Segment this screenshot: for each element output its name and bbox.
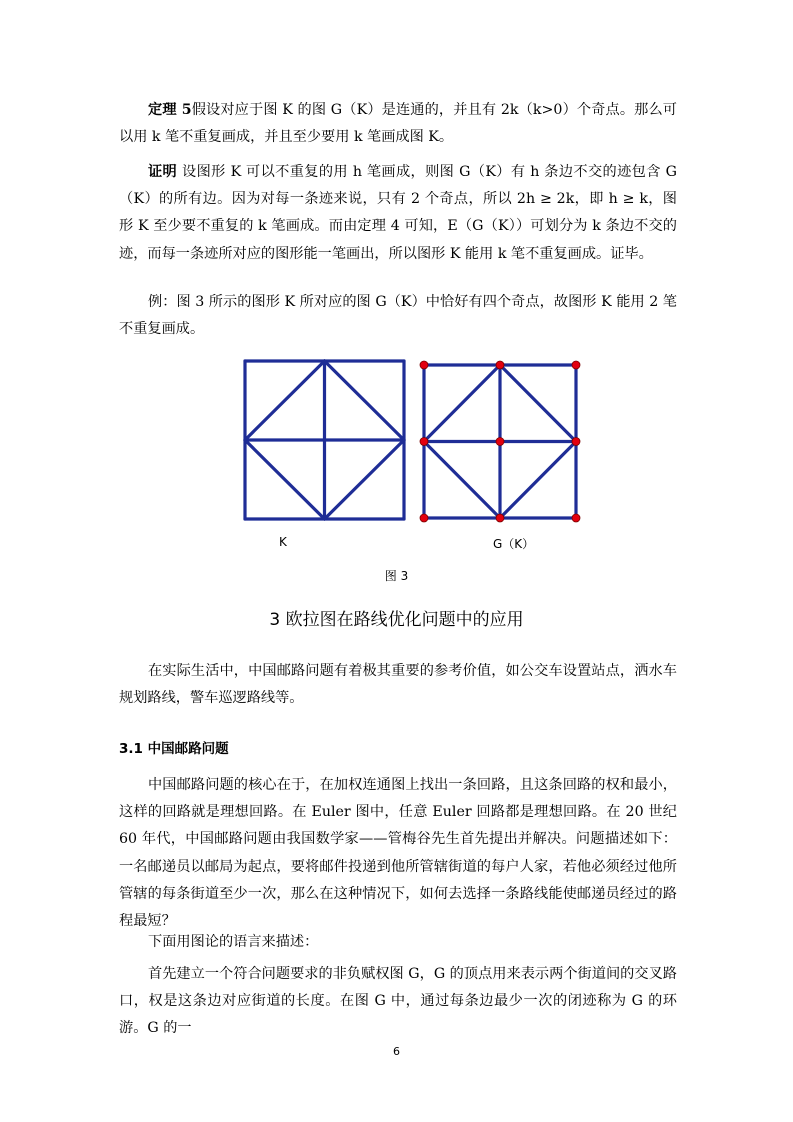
theorem-5-text: 假设对应于图 K 的图 G（K）是连通的，并且有 2k（k>0）个奇点。那么可以用 k 笔不重复画成，并且至少要用 k 笔画成图 K。 xyxy=(119,102,677,146)
figure-gk-vertex xyxy=(420,361,428,369)
subsection-3-1-paragraph-3: 首先建立一个符合问题要求的非负赋权图 G，G 的顶点用来表示两个街道间的交叉路口，权是这条边对应街道的长度。在图 G 中，通过每条边最少一次的闭迹称为 G 的环游。G 的一 xyxy=(119,966,677,1037)
figure-3-caption: 图 3 xyxy=(384,569,409,583)
subsection-3-1-heading: 3.1 中国邮路问题 xyxy=(119,741,229,757)
figure-k-edge xyxy=(245,440,325,519)
figure-gk-edge xyxy=(500,365,576,442)
figure-gk-vertex xyxy=(496,438,504,446)
figure-k-edge xyxy=(325,361,405,440)
example-paragraph: 例：图 3 所示的图形 K 所对应的图 G（K）中恰好有四个奇点，故图形 K 能用 2 笔不重复画成。 xyxy=(119,294,677,338)
section-3-intro: 在实际生活中，中国邮路问题有着极其重要的参考价值，如公交车设置站点，洒水车规划路线，警车巡逻路线等。 xyxy=(119,663,677,707)
proof-text: 设图形 K 可以不重复的用 h 笔画成，则图 G（K）有 h 条边不交的迹包含 G（K）的所有边。因为对每一条迹来说，只有 2 个奇点，所以 2h ≥ 2k，即 h ≥ k，图形 K 至少要不重复的 k 笔画成。而由定理 4 可知，E（G（K））可划分为 k 条边不交的迹，而每一条迹所对应的图形能一笔画出，所以图形 K 能用 k 笔不重复画成。证毕。 xyxy=(119,164,677,262)
theorem-5-label: 定理 5 xyxy=(148,102,192,118)
figure-gk-label: G（K） xyxy=(493,537,535,551)
figure-gk-vertex xyxy=(572,438,580,446)
figure-gk-vertex xyxy=(572,514,580,522)
figure-k-edge xyxy=(245,361,325,440)
proof-label: 证明 xyxy=(148,164,178,180)
figure-k-label: K xyxy=(279,535,287,549)
section-3-heading: 3 欧拉图在路线优化问题中的应用 xyxy=(269,610,524,630)
figure-gk-vertex xyxy=(496,361,504,369)
figure-gk-vertex xyxy=(572,361,580,369)
figure-gk-vertex xyxy=(420,514,428,522)
figure-gk-vertex xyxy=(420,438,428,446)
figure-gk-edge xyxy=(424,365,500,442)
figure-gk-edge xyxy=(424,442,500,519)
figure-gk-vertex xyxy=(496,514,504,522)
subsection-3-1-paragraph-2: 下面用图论的语言来描述： xyxy=(148,934,319,950)
page-number: 6 xyxy=(393,1045,400,1058)
figure-gk-edge xyxy=(500,442,576,519)
figure-gk-drawing xyxy=(420,361,580,522)
subsection-3-1-paragraph-1: 中国邮路问题的核心在于，在加权连通图上找出一条回路，且这条回路的权和最小，这样的回路就是理想回路。在 Euler 图中，任意 Euler 回路都是理想回路。在 20 世纪 60 年代，中国邮路问题由我国数学家——管梅谷先生首先提出并解决。问题描述如下：一名邮递员以邮局为起点，要将邮件投递到他所管辖街道的每户人家，若他必须经过他所管辖的每条街道至少一次，那么在这种情况下，如何去选择一条路线能使邮递员经过的路程最短？ xyxy=(119,777,677,930)
figure-k-drawing xyxy=(245,361,404,519)
figure-k-edge xyxy=(325,440,405,519)
